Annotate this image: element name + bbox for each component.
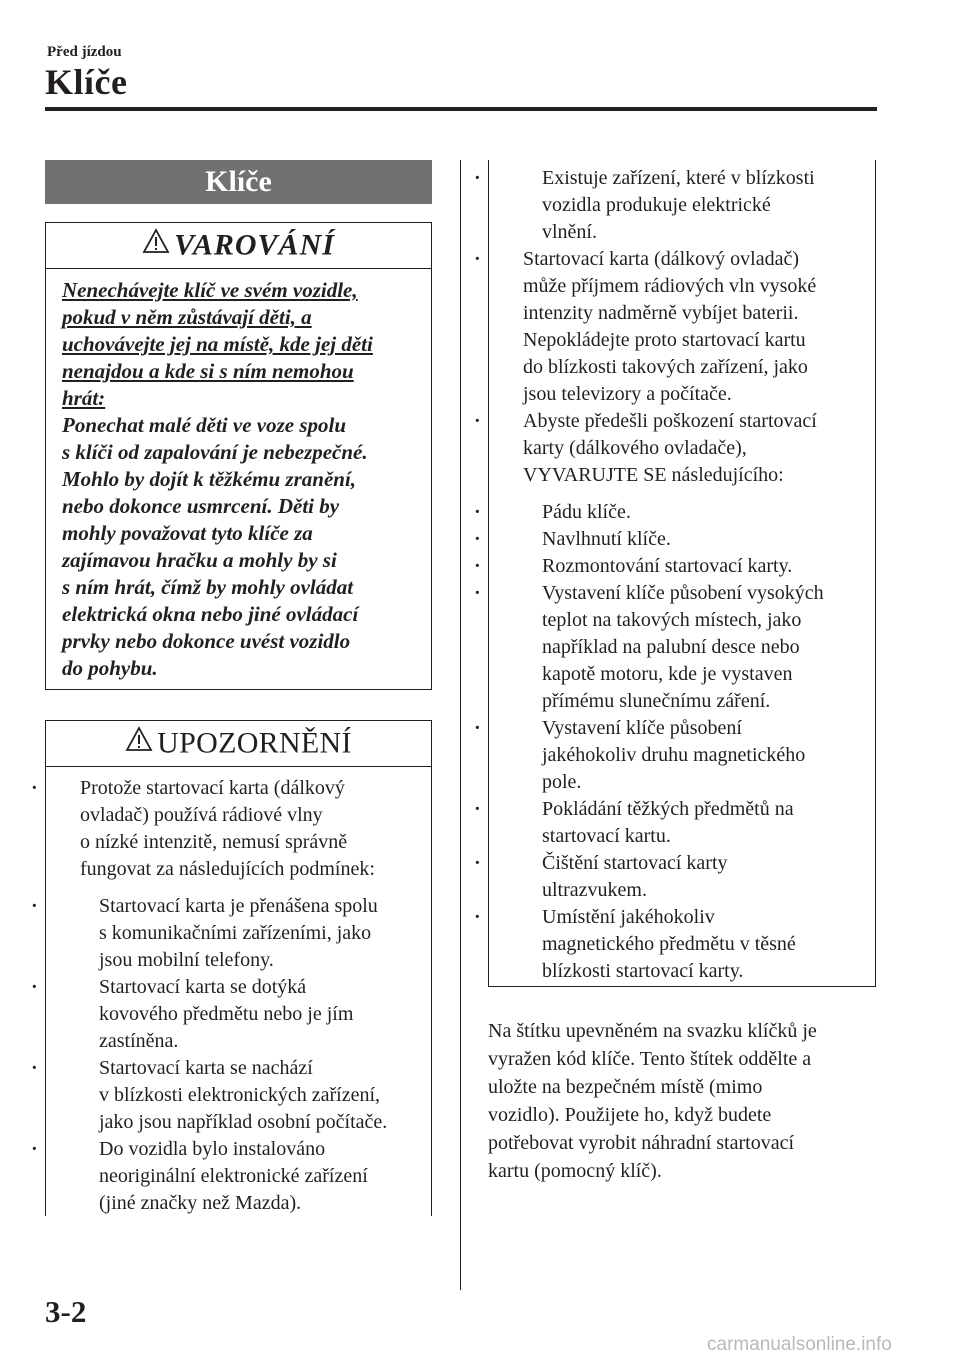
warning-line: pokud v něm zůstávají děti, a <box>62 305 312 329</box>
caution-sublist <box>489 165 869 246</box>
sub-list-item: · Vystavení klíče působení vysokých teplot na takových místech, jako například na palubní desce nebo kapotě motoru, kde je vystaven přímému slunečnímu záření. <box>489 580 869 715</box>
sub-list-item: · Vystavení klíče působení jakéhokoliv druhu magnetického pole. <box>489 715 869 796</box>
sub-list-item: · Startovací karta je přenášena spolu s komunikačními zařízeními, jako jsou mobilní telefony. <box>46 893 424 974</box>
warning-line: uchovávejte jej na místě, kde jej děti <box>62 332 373 356</box>
sub-list-item: · Umístění jakéhokoliv magnetického předmětu v těsné blízkosti startovací karty. <box>489 904 869 985</box>
warning-line: s klíči od zapalování je nebezpečné. <box>62 440 368 464</box>
list-item: · Abyste předešli poškození startovací karty (dálkového ovladače), VYVARUJTE SE následujícího: <box>489 408 869 489</box>
sub-list-item: · Rozmontování startovací karty. <box>489 553 869 580</box>
warning-box <box>45 222 432 690</box>
caution-list <box>46 775 424 883</box>
warning-heading-text: VAROVÁNÍ <box>174 228 335 262</box>
list-item: · Protože startovací karta (dálkový ovladač) používá rádiové vlny o nízké intenzitě, nemusí správně fungovat za následujících podmínek: <box>46 775 424 883</box>
sub-list-item: · Startovací karta se nachází v blízkosti elektronických zařízení, jako jsou například osobní počítače. <box>46 1055 424 1136</box>
section-label: Před jízdou <box>47 44 122 60</box>
sub-list-item: · Čištění startovací karty ultrazvukem. <box>489 850 869 904</box>
sub-list-item: · Pádu klíče. <box>489 499 869 526</box>
page-number: 3-2 <box>45 1294 87 1329</box>
warning-line: elektrická okna nebo jiné ovládací <box>62 602 359 626</box>
warning-line: zajímavou hračku a mohly by si <box>62 548 337 572</box>
sub-list-item: · Pokládání těžkých předmětů na startovací kartu. <box>489 796 869 850</box>
warning-line: Nenechávejte klíč ve svém vozidle, <box>62 278 358 302</box>
caution-continuation-text <box>489 165 869 985</box>
warning-line: nenajdou a kde si s ním nemohou <box>62 359 354 383</box>
warning-line: hrát: <box>62 386 106 410</box>
sub-list-item: · Startovací karta se dotýká kovového předmětu nebo je jím zastíněna. <box>46 974 424 1055</box>
caution-list <box>489 246 869 489</box>
list-item: · Startovací karta (dálkový ovladač) může příjmem rádiových vln vysoké intenzity nadměrně vybíjet baterii. Nepokládejte proto startovací kartu do blízkosti takových zařízení, jako jsou televizory a počítače. <box>489 246 869 408</box>
body-paragraph: Na štítku upevněném na svazku klíčků je vyražen kód klíče. Tento štítek oddělte a uložte na bezpečném místě (mimo vozidlo). Použijete ho, když budete potřebovat vyrobit náhradní startovací kartu (pomocný klíč). <box>488 1020 817 1182</box>
warning-line: s ním hrát, čímž by mohly ovládat <box>62 575 354 599</box>
caution-text <box>46 775 424 1217</box>
warning-line: do pohybu. <box>62 656 158 680</box>
page-title: Klíče <box>45 62 128 102</box>
warning-triangle-icon <box>142 228 170 254</box>
header-rule <box>45 107 877 111</box>
sub-list-item: · Do vozidla bylo instalováno neoriginální elektronické zařízení (jiné značky než Mazda). <box>46 1136 424 1217</box>
sub-list-item: · Existuje zařízení, které v blízkosti vozidla produkuje elektrické vlnění. <box>489 165 869 246</box>
column-divider <box>460 160 461 1290</box>
warning-heading-rule <box>46 268 431 269</box>
caution-box <box>45 720 432 1216</box>
sub-list-item: · Navlhnutí klíče. <box>489 526 869 553</box>
warning-triangle-icon <box>125 726 153 752</box>
warning-line: prvky nebo dokonce uvést vozidlo <box>62 629 351 653</box>
caution-sublist <box>46 893 424 1217</box>
caution-heading-rule <box>46 766 431 767</box>
warning-text <box>62 277 422 682</box>
warning-line: Mohlo by dojít k těžkému zranění, <box>62 467 357 491</box>
caution-sublist <box>489 499 869 985</box>
caution-continuation-box <box>488 160 876 987</box>
caution-heading-text: UPOZORNĚNÍ <box>157 726 352 760</box>
watermark: carmanualsonline.info <box>707 1334 892 1355</box>
warning-line: nebo dokonce usmrcení. Děti by <box>62 494 340 518</box>
section-banner: Klíče <box>45 160 432 204</box>
warning-line: Ponechat malé děti ve voze spolu <box>62 413 347 437</box>
warning-line: mohly považovat tyto klíče za <box>62 521 313 545</box>
